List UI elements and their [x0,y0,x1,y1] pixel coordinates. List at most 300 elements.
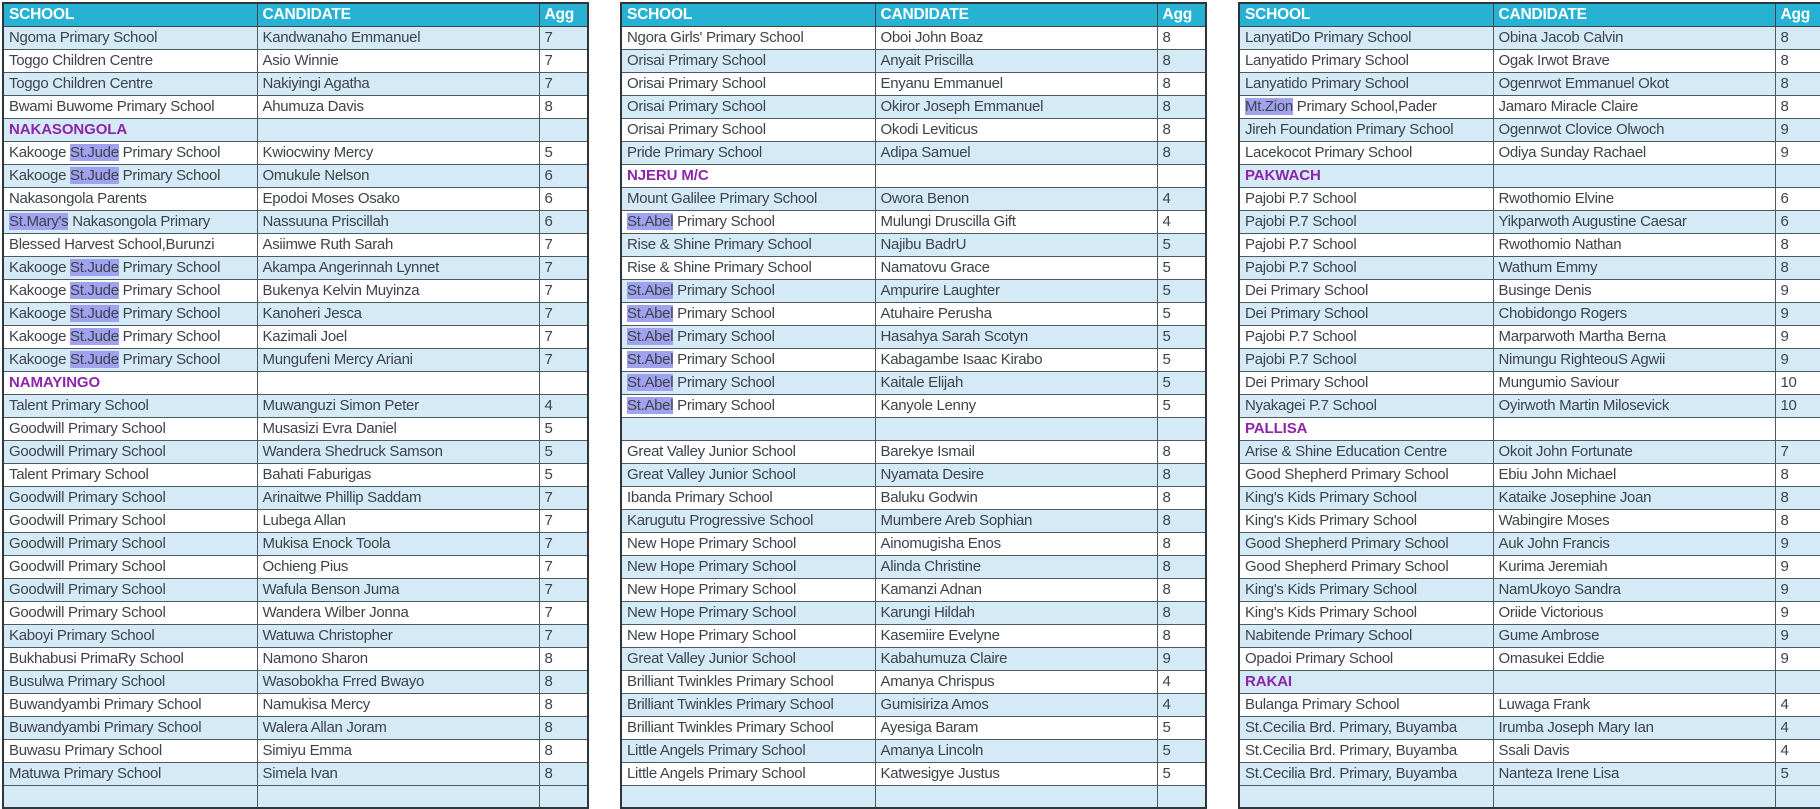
table-row [3,440,588,463]
search-highlight: St.Jude [69,328,119,345]
table-row [3,578,588,601]
school-cell: Toggo Children Centre [3,49,257,72]
agg-cell: 5 [1157,371,1206,394]
school-cell: Matuwa Primary School [3,762,257,785]
agg-cell [1157,164,1206,187]
school-cell [1239,785,1493,808]
candidate-cell: Ogenrwot Clovice Olwoch [1493,118,1775,141]
agg-cell: 8 [539,716,588,739]
school-cell: Goodwill Primary School [3,578,257,601]
table-header-right [1239,3,1820,26]
school-cell: Brilliant Twinkles Primary School [621,670,875,693]
school-cell: New Hope Primary School [621,578,875,601]
table-row [1239,279,1820,302]
agg-cell: 9 [1775,578,1820,601]
school-column-header: SCHOOL [621,3,875,26]
table-row [3,509,588,532]
school-cell: Goodwill Primary School [3,555,257,578]
agg-column-header: Agg [539,3,588,26]
candidate-cell: Wasobokha Frred Bwayo [257,670,539,693]
agg-cell: 8 [1157,141,1206,164]
table-body-left [3,26,588,808]
table-row [3,233,588,256]
table-row [1239,739,1820,762]
table-row [1239,578,1820,601]
agg-cell: 5 [539,141,588,164]
candidate-cell: Simiyu Emma [257,739,539,762]
school-cell: Dei Primary School [1239,371,1493,394]
table-body-right [1239,26,1820,808]
school-cell: St.Abel Primary School [621,348,875,371]
agg-cell [1775,164,1820,187]
candidate-cell: Oriide Victorious [1493,601,1775,624]
candidate-cell: Asiimwe Ruth Sarah [257,233,539,256]
table-row [3,716,588,739]
agg-cell: 9 [1775,348,1820,371]
candidate-cell: Wandera Wilber Jonna [257,601,539,624]
candidate-cell: Bukenya Kelvin Muyinza [257,279,539,302]
table-row [3,555,588,578]
agg-cell: 5 [1157,739,1206,762]
table-row [621,371,1206,394]
table-row [621,141,1206,164]
school-cell: Lacekocot Primary School [1239,141,1493,164]
candidate-cell: Nimungu RighteouS Agwii [1493,348,1775,371]
agg-cell: 5 [1157,394,1206,417]
candidate-cell: Wandera Shedruck Samson [257,440,539,463]
table-row [621,26,1206,49]
table-row [3,463,588,486]
table-row [1239,486,1820,509]
table-row [621,95,1206,118]
school-cell: King's Kids Primary School [1239,486,1493,509]
agg-cell: 7 [1775,440,1820,463]
agg-cell: 9 [1775,302,1820,325]
school-cell: Good Shepherd Primary School [1239,463,1493,486]
agg-cell: 8 [1157,72,1206,95]
table-row [1239,302,1820,325]
school-cell: Goodwill Primary School [3,601,257,624]
table-row [3,670,588,693]
candidate-cell: Kazimali Joel [257,325,539,348]
candidate-cell [257,118,539,141]
school-column-header: SCHOOL [1239,3,1493,26]
agg-cell: 7 [539,624,588,647]
candidate-cell [1493,164,1775,187]
candidate-cell: Arinaitwe Phillip Saddam [257,486,539,509]
table-row [621,394,1206,417]
candidate-cell: Kurima Jeremiah [1493,555,1775,578]
agg-cell: 7 [539,555,588,578]
search-highlight: St.Abel [627,213,674,230]
candidate-cell: Kamanzi Adnan [875,578,1157,601]
agg-cell: 9 [1775,279,1820,302]
table-row [1239,26,1820,49]
search-highlight: St.Jude [69,259,119,276]
agg-cell: 7 [539,601,588,624]
school-cell: Nabitende Primary School [1239,624,1493,647]
school-cell: St.Abel Primary School [621,210,875,233]
school-cell: Ngora Girls' Primary School [621,26,875,49]
table-row [621,670,1206,693]
section-row [1239,164,1820,187]
agg-cell [1775,785,1820,808]
school-cell: Orisai Primary School [621,118,875,141]
school-cell: Karugutu Progressive School [621,509,875,532]
candidate-cell: Nanteza Irene Lisa [1493,762,1775,785]
candidate-cell: Kandwanaho Emmanuel [257,26,539,49]
candidate-cell: Epodoi Moses Osako [257,187,539,210]
agg-column-header: Agg [1775,3,1820,26]
school-cell: New Hope Primary School [621,601,875,624]
candidate-cell: Kasemiire Evelyne [875,624,1157,647]
table-row [1239,509,1820,532]
candidate-cell: Okoit John Fortunate [1493,440,1775,463]
agg-cell: 9 [1775,647,1820,670]
school-cell: Opadoi Primary School [1239,647,1493,670]
agg-cell: 8 [1775,95,1820,118]
candidate-cell: Ochieng Pius [257,555,539,578]
table-row [1239,141,1820,164]
table-row [3,302,588,325]
school-cell: Kakooge St.Jude Primary School [3,279,257,302]
school-cell: Rise & Shine Primary School [621,256,875,279]
search-highlight: St.Jude [69,305,119,322]
partial-row [621,785,1206,808]
section-row [3,118,588,141]
school-cell: Goodwill Primary School [3,417,257,440]
table-row [1239,325,1820,348]
candidate-column-header: CANDIDATE [257,3,539,26]
table-row [3,762,588,785]
candidate-cell: Akampa Angerinnah Lynnet [257,256,539,279]
section-label-cell: NAMAYINGO [3,371,257,394]
table-row [621,72,1206,95]
school-cell: Ngoma Primary School [3,26,257,49]
school-cell: Pajobi P.7 School [1239,210,1493,233]
agg-cell: 7 [539,486,588,509]
table-row [3,394,588,417]
school-cell: Little Angels Primary School [621,762,875,785]
agg-cell: 7 [539,325,588,348]
school-cell: Lanyatido Primary School [1239,72,1493,95]
school-cell: Kaboyi Primary School [3,624,257,647]
agg-cell [1157,417,1206,440]
candidate-cell: Ssali Davis [1493,739,1775,762]
candidate-cell [875,417,1157,440]
table-row [1239,233,1820,256]
agg-cell: 8 [539,95,588,118]
school-cell: King's Kids Primary School [1239,578,1493,601]
agg-cell: 7 [539,233,588,256]
agg-cell: 6 [1775,187,1820,210]
search-highlight: St.Jude [69,144,119,161]
candidate-cell: Ainomugisha Enos [875,532,1157,555]
table-row [621,49,1206,72]
search-highlight: St.Jude [69,167,119,184]
table-row [3,624,588,647]
agg-cell: 9 [1775,555,1820,578]
agg-cell: 8 [1157,440,1206,463]
school-cell: Goodwill Primary School [3,486,257,509]
agg-cell: 8 [539,647,588,670]
school-cell: Pride Primary School [621,141,875,164]
agg-cell: 7 [539,578,588,601]
school-cell: Jireh Foundation Primary School [1239,118,1493,141]
agg-cell: 8 [1157,118,1206,141]
table-row [1239,394,1820,417]
table-row [1239,256,1820,279]
school-cell: Goodwill Primary School [3,509,257,532]
candidate-cell: Omasukei Eddie [1493,647,1775,670]
section-label-cell: PALLISA [1239,417,1493,440]
candidate-cell: Namatovu Grace [875,256,1157,279]
table-row [621,256,1206,279]
school-cell: Kakooge St.Jude Primary School [3,302,257,325]
agg-cell: 7 [539,49,588,72]
school-cell: Nyakagei P.7 School [1239,394,1493,417]
table-row [1239,95,1820,118]
school-cell: St.Cecilia Brd. Primary, Buyamba [1239,739,1493,762]
school-cell: New Hope Primary School [621,624,875,647]
candidate-cell: Kabagambe Isaac Kirabo [875,348,1157,371]
school-cell: Orisai Primary School [621,72,875,95]
school-cell: St.Cecilia Brd. Primary, Buyamba [1239,762,1493,785]
school-cell: Goodwill Primary School [3,532,257,555]
agg-cell: 5 [539,417,588,440]
school-cell [3,785,257,808]
table-row [1239,72,1820,95]
search-highlight: St.Jude [69,351,119,368]
candidate-cell: Gume Ambrose [1493,624,1775,647]
section-label-cell: PAKWACH [1239,164,1493,187]
candidate-cell: Baluku Godwin [875,486,1157,509]
agg-cell: 8 [1157,555,1206,578]
school-cell: St.Abel Primary School [621,371,875,394]
school-cell: Good Shepherd Primary School [1239,532,1493,555]
school-cell: Buwandyambi Primary School [3,716,257,739]
section-label-cell: RAKAI [1239,670,1493,693]
table-row [621,210,1206,233]
table-row [621,693,1206,716]
table-row [1239,371,1820,394]
table-row [3,601,588,624]
agg-cell: 5 [539,440,588,463]
school-cell: St.Abel Primary School [621,325,875,348]
table-row [3,532,588,555]
candidate-cell: NamUkoyo Sandra [1493,578,1775,601]
table-row [621,716,1206,739]
table-row [1239,463,1820,486]
agg-cell: 7 [539,72,588,95]
table-row [1239,348,1820,371]
candidate-cell: Mukisa Enock Toola [257,532,539,555]
candidate-cell: Omukule Nelson [257,164,539,187]
candidate-cell: Mungumio Saviour [1493,371,1775,394]
school-cell: Talent Primary School [3,463,257,486]
table-row [621,624,1206,647]
agg-cell: 5 [1157,762,1206,785]
candidate-cell: Karungi Hildah [875,601,1157,624]
table-row [3,647,588,670]
school-cell: Mt.Zion Primary School,Pader [1239,95,1493,118]
candidate-cell: Odiya Sunday Rachael [1493,141,1775,164]
table-row [1239,210,1820,233]
school-column-header: SCHOOL [3,3,257,26]
candidate-cell: Enyanu Emmanuel [875,72,1157,95]
agg-cell [1775,417,1820,440]
table-row [621,739,1206,762]
agg-cell: 8 [1157,578,1206,601]
candidate-cell: Kwiocwiny Mercy [257,141,539,164]
agg-cell: 8 [1775,26,1820,49]
agg-cell: 8 [1775,509,1820,532]
school-cell: Goodwill Primary School [3,440,257,463]
school-cell: Blessed Harvest School,Burunzi [3,233,257,256]
results-table-middle [620,2,1207,809]
candidate-cell: Okiror Joseph Emmanuel [875,95,1157,118]
section-label-cell: NJERU M/C [621,164,875,187]
candidate-cell: Mulungi Druscilla Gift [875,210,1157,233]
agg-cell: 4 [1775,716,1820,739]
agg-cell: 9 [1775,624,1820,647]
school-cell: Little Angels Primary School [621,739,875,762]
school-cell: St.Abel Primary School [621,302,875,325]
results-table-right [1238,2,1820,809]
agg-cell: 5 [1157,302,1206,325]
candidate-cell: Watuwa Christopher [257,624,539,647]
candidate-cell: Mumbere Areb Sophian [875,509,1157,532]
section-row [1239,417,1820,440]
candidate-cell: Kaitale Elijah [875,371,1157,394]
header-row [1239,3,1820,26]
agg-cell [539,118,588,141]
school-cell: Pajobi P.7 School [1239,187,1493,210]
candidate-cell: Ebiu John Michael [1493,463,1775,486]
header-row [3,3,588,26]
candidate-cell [1493,417,1775,440]
school-cell: St.Cecilia Brd. Primary, Buyamba [1239,716,1493,739]
candidate-cell: Nyamata Desire [875,463,1157,486]
agg-cell: 8 [1775,486,1820,509]
agg-cell: 8 [1157,26,1206,49]
table-row [621,187,1206,210]
school-cell: King's Kids Primary School [1239,509,1493,532]
table-row [621,555,1206,578]
candidate-cell: Ayesiga Baram [875,716,1157,739]
agg-cell: 8 [1157,601,1206,624]
candidate-cell: Oyirwoth Martin Milosevick [1493,394,1775,417]
candidate-cell: Businge Denis [1493,279,1775,302]
results-table-left [2,2,589,809]
table-row [3,739,588,762]
candidate-cell: Kanyole Lenny [875,394,1157,417]
table-row [1239,187,1820,210]
school-cell: St.Abel Primary School [621,279,875,302]
candidate-cell: Amanya Lincoln [875,739,1157,762]
agg-cell: 8 [1775,256,1820,279]
agg-cell: 7 [539,509,588,532]
candidate-cell: Jamaro Miracle Claire [1493,95,1775,118]
candidate-cell: Alinda Christine [875,555,1157,578]
candidate-column-header: CANDIDATE [1493,3,1775,26]
candidate-cell: Katwesigye Justus [875,762,1157,785]
school-cell: Dei Primary School [1239,302,1493,325]
candidate-cell [1493,785,1775,808]
agg-cell: 8 [1775,463,1820,486]
table-row [621,578,1206,601]
table-row [1239,555,1820,578]
section-row [621,164,1206,187]
agg-cell: 7 [539,256,588,279]
agg-cell [1157,785,1206,808]
candidate-cell: Muwanguzi Simon Peter [257,394,539,417]
candidate-cell [257,785,539,808]
school-cell: St.Mary's Nakasongola Primary [3,210,257,233]
agg-cell: 5 [539,463,588,486]
agg-cell: 8 [1157,49,1206,72]
agg-cell: 8 [1775,72,1820,95]
school-cell: New Hope Primary School [621,555,875,578]
candidate-cell: Najibu BadrU [875,233,1157,256]
table-row [1239,693,1820,716]
candidate-cell: Irumba Joseph Mary Ian [1493,716,1775,739]
header-row [621,3,1206,26]
school-cell: Mount Galilee Primary School [621,187,875,210]
candidate-cell: Ahumuza Davis [257,95,539,118]
candidate-cell: Kanoheri Jesca [257,302,539,325]
agg-cell: 8 [539,762,588,785]
section-row [3,371,588,394]
table-row [3,49,588,72]
candidate-cell: Musasizi Evra Daniel [257,417,539,440]
agg-cell: 10 [1775,394,1820,417]
agg-cell: 10 [1775,371,1820,394]
candidate-cell: Ampurire Laughter [875,279,1157,302]
candidate-cell: Auk John Francis [1493,532,1775,555]
agg-cell: 7 [539,26,588,49]
candidate-cell: Bahati Faburigas [257,463,539,486]
search-highlight: St.Abel [627,351,674,368]
candidate-cell [1493,670,1775,693]
candidate-cell: Yikparwoth Augustine Caesar [1493,210,1775,233]
agg-cell: 4 [1775,739,1820,762]
search-highlight: St.Mary's [9,213,69,230]
table-row [1239,716,1820,739]
school-cell: Pajobi P.7 School [1239,325,1493,348]
table-row [621,325,1206,348]
school-cell: Kakooge St.Jude Primary School [3,256,257,279]
agg-cell: 9 [1775,532,1820,555]
candidate-cell: Namono Sharon [257,647,539,670]
candidate-cell: Ogenrwot Emmanuel Okot [1493,72,1775,95]
agg-cell: 8 [1775,233,1820,256]
table-row [621,279,1206,302]
agg-cell: 9 [1775,118,1820,141]
school-cell: Dei Primary School [1239,279,1493,302]
table-row [1239,624,1820,647]
candidate-cell: Atuhaire Perusha [875,302,1157,325]
school-cell: Great Valley Junior School [621,647,875,670]
candidate-cell: Okodi Leviticus [875,118,1157,141]
school-cell [621,417,875,440]
agg-cell: 7 [539,532,588,555]
candidate-cell: Kataike Josephine Joan [1493,486,1775,509]
candidate-cell: Mungufeni Mercy Ariani [257,348,539,371]
candidate-cell: Barekye Ismail [875,440,1157,463]
agg-cell: 9 [1157,647,1206,670]
table-row [621,486,1206,509]
